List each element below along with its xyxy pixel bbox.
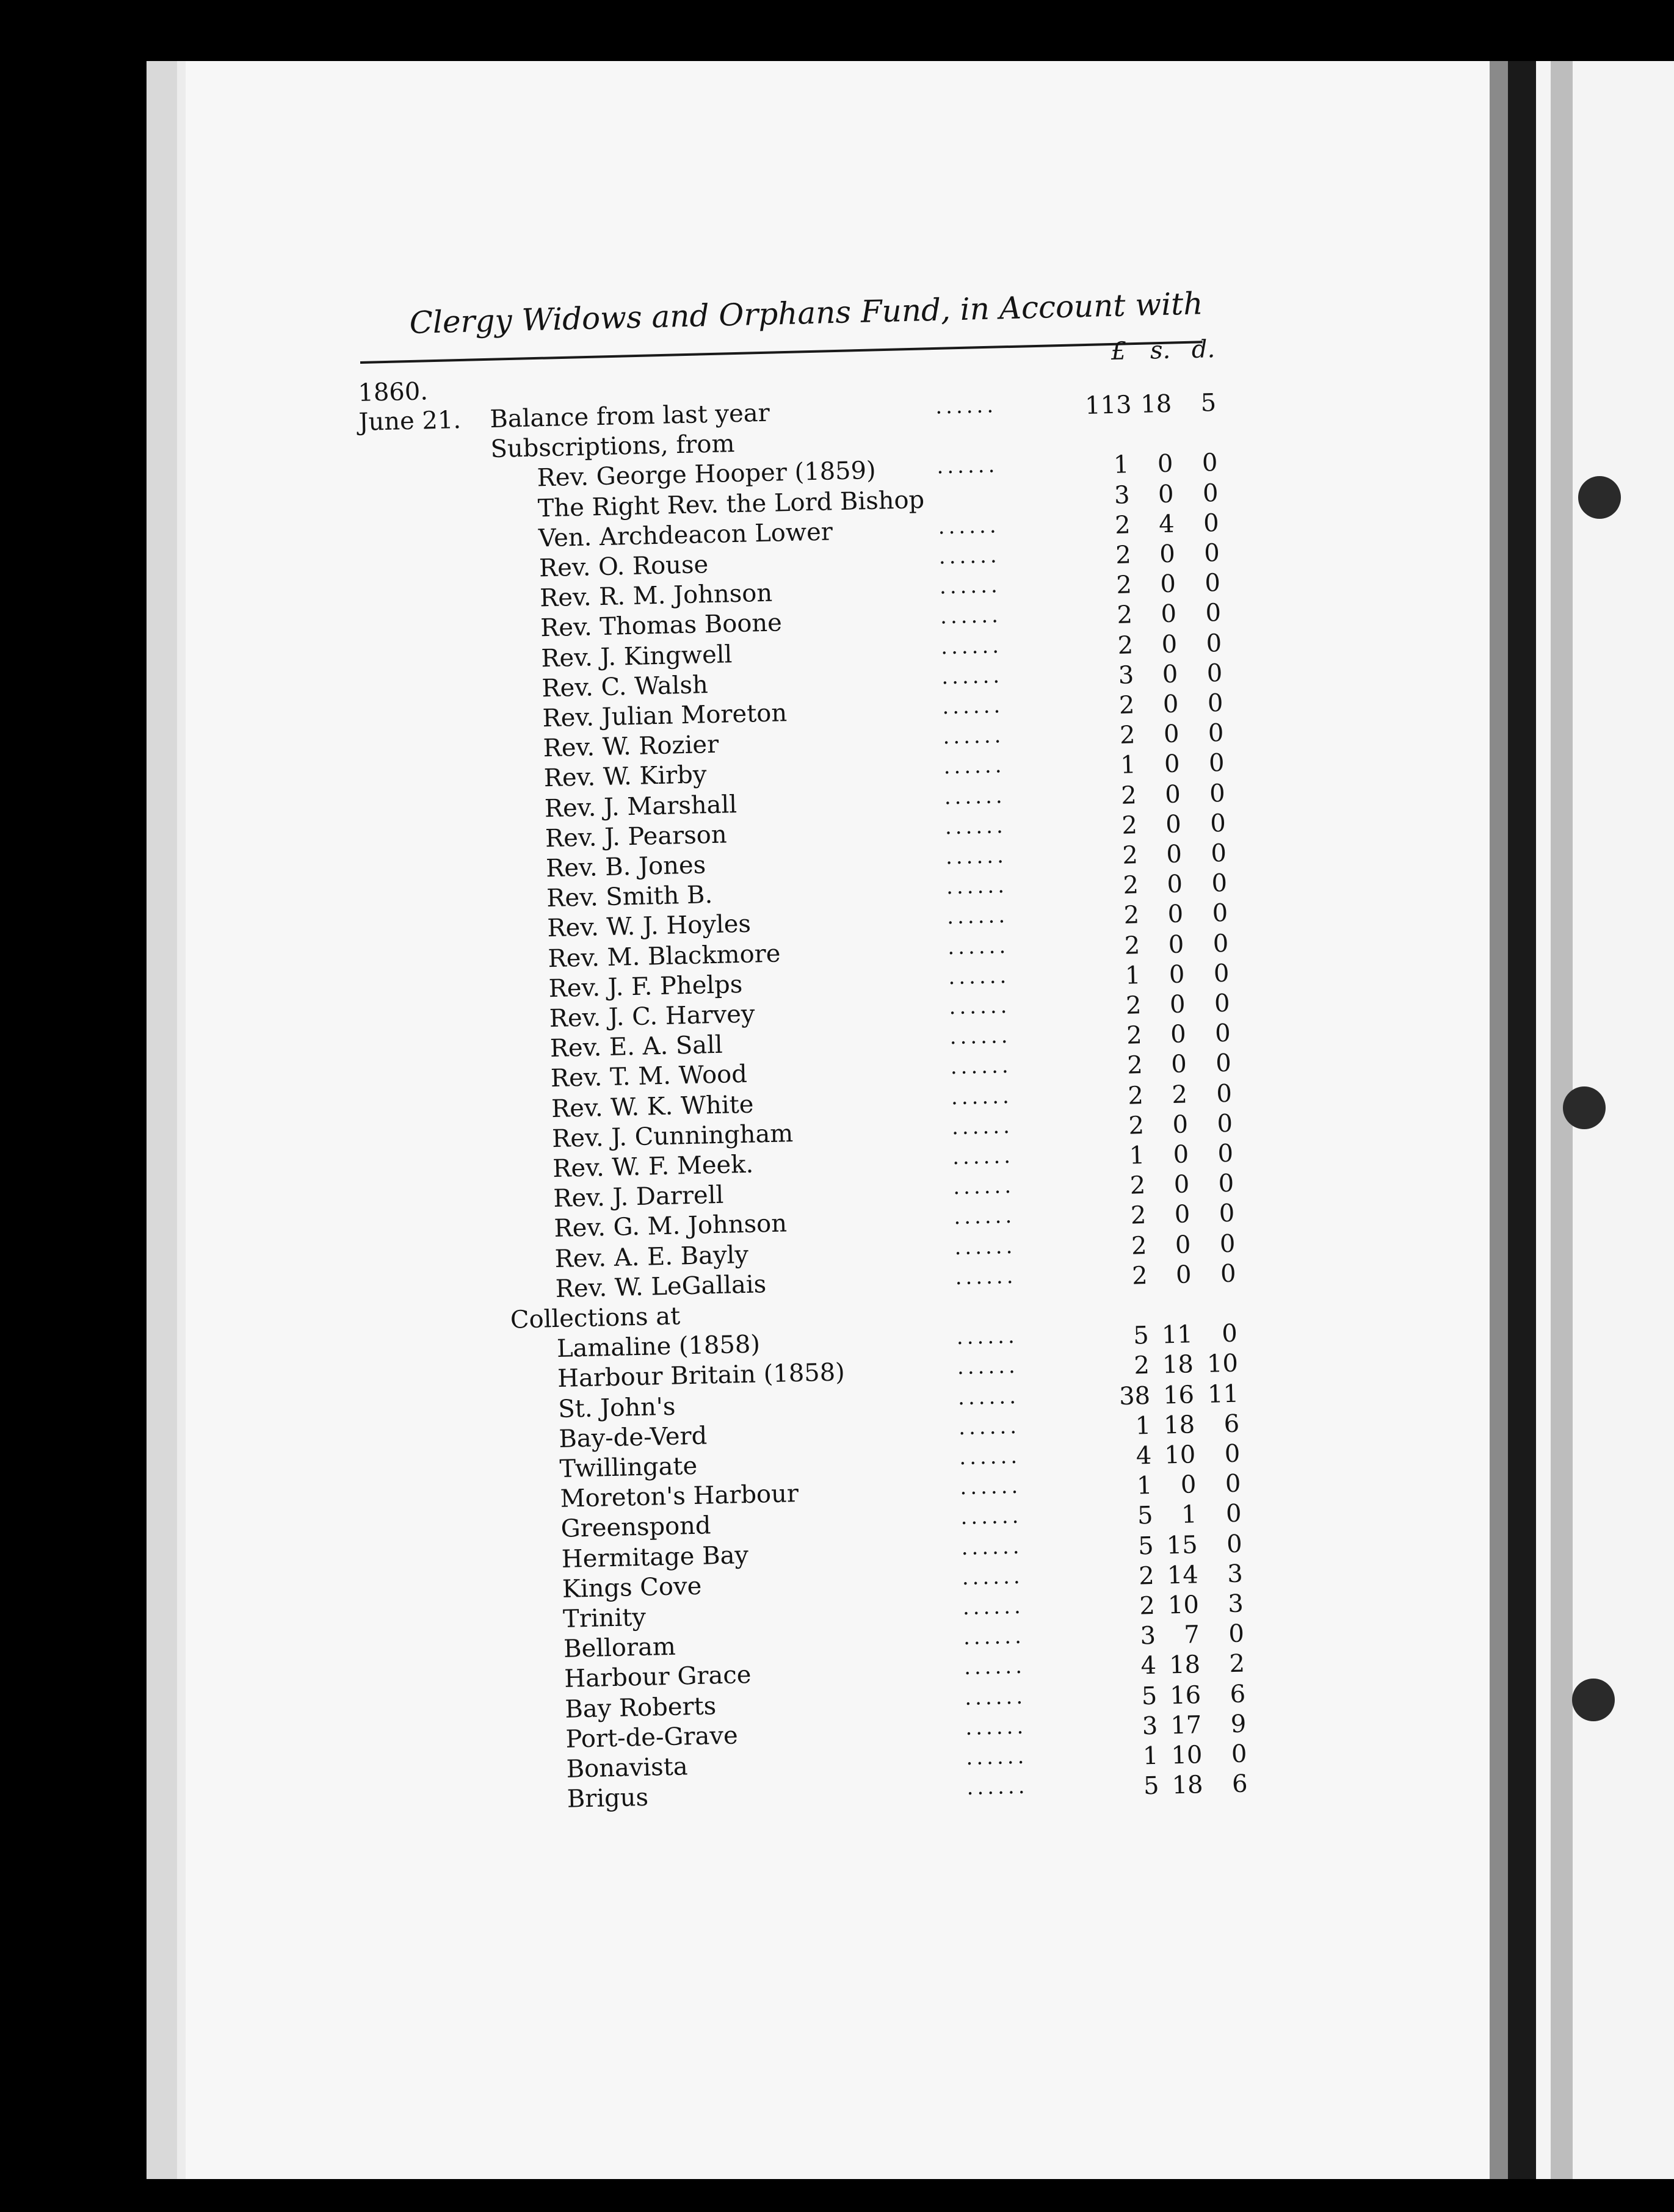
shillings-amount: 18 — [1172, 1771, 1204, 1800]
entry-description: Rev. W. LeGallais — [555, 1270, 767, 1303]
pence-amount: 0 — [1204, 569, 1221, 598]
pounds-amount: 2 — [1130, 1201, 1147, 1231]
dot-leader: ...... — [961, 1534, 1023, 1560]
pounds-amount: 38 — [1118, 1381, 1151, 1411]
year-label: 1860. — [357, 377, 429, 407]
shillings-amount: 0 — [1165, 840, 1183, 869]
pence-amount: 6 — [1230, 1680, 1246, 1708]
shillings-amount: 0 — [1175, 1260, 1192, 1289]
entry-description: Moreton's Harbour — [560, 1480, 799, 1514]
shillings-amount: 0 — [1170, 1050, 1187, 1079]
shillings-amount: 18 — [1140, 389, 1172, 419]
pounds-amount: 4 — [1136, 1441, 1152, 1470]
pence-amount: 11 — [1207, 1379, 1239, 1409]
pence-amount: 0 — [1218, 1169, 1234, 1198]
shillings-amount: 0 — [1167, 900, 1184, 929]
entry-description: Rev. O. Rouse — [538, 551, 709, 583]
dot-leader: ...... — [964, 1684, 1027, 1710]
entry-description: Ven. Archdeacon Lower — [538, 518, 833, 553]
shillings-amount: 0 — [1172, 1110, 1189, 1139]
shillings-amount: 0 — [1165, 810, 1182, 839]
pence-amount: 6 — [1231, 1769, 1248, 1799]
entry-description: Port-de-Grave — [565, 1721, 739, 1754]
dot-leader: ...... — [944, 813, 1007, 840]
entry-description: Rev. W. Kirby — [543, 761, 707, 793]
pounds-amount: 3 — [1142, 1711, 1158, 1741]
pounds-amount: 4 — [1140, 1652, 1157, 1680]
pounds-amount: 2 — [1139, 1591, 1156, 1621]
pence-amount: 0 — [1215, 1049, 1232, 1078]
shillings-column-header: s. — [1150, 336, 1171, 365]
dot-leader: ...... — [962, 1594, 1025, 1621]
dot-leader: ...... — [947, 933, 1010, 960]
dot-leader: ...... — [935, 393, 998, 419]
pence-amount: 0 — [1228, 1619, 1245, 1649]
dot-leader: ...... — [956, 1324, 1019, 1350]
shillings-amount: 0 — [1164, 780, 1181, 809]
entry-description: Rev. J. Cunningham — [551, 1119, 794, 1153]
entry-description: Rev. J. Marshall — [544, 790, 737, 823]
entry-description: Rev. C. Walsh — [541, 670, 709, 703]
pence-amount: 10 — [1206, 1350, 1239, 1379]
dot-leader: ...... — [936, 453, 999, 479]
pence-amount: 5 — [1200, 389, 1217, 417]
dot-leader: ...... — [953, 1204, 1016, 1230]
entry-description: Kings Cove — [562, 1572, 702, 1603]
pounds-amount: 2 — [1133, 1351, 1150, 1380]
dot-leader: ...... — [938, 513, 1000, 540]
shillings-amount: 0 — [1175, 1230, 1191, 1259]
dot-leader: ...... — [952, 1143, 1015, 1170]
pounds-amount: 2 — [1115, 571, 1132, 600]
dot-leader: ...... — [965, 1744, 1028, 1770]
pence-amount: 0 — [1214, 989, 1231, 1018]
shillings-amount: 0 — [1164, 750, 1181, 779]
pounds-amount: 1 — [1125, 961, 1141, 990]
pounds-amount: 1 — [1120, 751, 1137, 780]
pence-amount: 0 — [1214, 1019, 1231, 1048]
entry-description: Rev. G. M. Johnson — [554, 1209, 788, 1243]
shillings-amount: 0 — [1170, 1020, 1187, 1049]
entry-description: The Right Rev. the Lord Bishop — [537, 485, 925, 522]
pounds-amount: 2 — [1117, 631, 1134, 660]
pounds-amount: 2 — [1123, 871, 1139, 900]
entry-description: Bay-de-Verd — [558, 1422, 708, 1453]
pence-amount: 0 — [1212, 899, 1228, 928]
dot-leader: ...... — [949, 993, 1011, 1020]
entry-description: Rev. J. F. Phelps — [548, 970, 743, 1003]
pence-amount: 0 — [1213, 959, 1230, 988]
dot-leader: ...... — [940, 603, 1002, 629]
page-edge-highlight — [177, 61, 186, 2179]
pounds-amount: 1 — [1135, 1411, 1151, 1440]
pounds-amount: 2 — [1120, 781, 1137, 810]
shillings-amount: 0 — [1158, 480, 1175, 508]
pence-amount: 0 — [1207, 689, 1223, 718]
dot-leader: ...... — [963, 1654, 1026, 1680]
page-heading: Clergy Widows and Orphans Fund, in Account with — [409, 286, 1204, 341]
pounds-amount: 2 — [1131, 1231, 1147, 1260]
dot-leader: ...... — [960, 1504, 1023, 1530]
dot-leader: ...... — [940, 633, 1003, 660]
pounds-amount: 2 — [1125, 991, 1142, 1020]
pounds-amount: 113 — [1084, 391, 1132, 420]
pounds-amount: 2 — [1121, 841, 1139, 870]
dot-leader: ...... — [962, 1564, 1024, 1590]
binding-clip-icon — [1572, 1679, 1615, 1721]
pounds-amount: 2 — [1115, 541, 1132, 569]
entry-description: Rev. George Hooper (1859) — [537, 457, 877, 493]
binding-shadow — [1490, 61, 1508, 2179]
pence-amount: 0 — [1211, 869, 1228, 898]
shillings-amount: 4 — [1158, 510, 1175, 539]
pence-amount: 0 — [1217, 1109, 1233, 1138]
dot-leader: ...... — [946, 903, 1009, 930]
pence-amount: 6 — [1223, 1409, 1240, 1439]
dot-leader: ...... — [948, 963, 1010, 990]
shillings-amount: 0 — [1162, 690, 1179, 719]
dot-leader: ...... — [952, 1174, 1015, 1200]
pence-amount: 0 — [1225, 1500, 1242, 1528]
pence-amount: 0 — [1212, 929, 1229, 958]
pounds-amount: 2 — [1131, 1261, 1148, 1290]
dot-leader: ...... — [949, 1024, 1012, 1050]
dot-leader: ...... — [959, 1473, 1022, 1500]
pounds-amount: 2 — [1126, 1051, 1143, 1080]
pounds-amount: 1 — [1129, 1141, 1145, 1170]
dot-leader: ...... — [966, 1774, 1029, 1801]
entry-description: Subscriptions, from — [490, 430, 735, 464]
entry-description: Rev. B. Jones — [545, 851, 706, 883]
entry-description: Rev. R. M. Johnson — [539, 579, 773, 613]
pounds-amount: 2 — [1127, 1081, 1144, 1110]
pounds-amount: 1 — [1136, 1472, 1153, 1500]
pence-amount: 0 — [1231, 1740, 1247, 1769]
pence-column-header: d. — [1191, 335, 1216, 364]
pence-amount: 0 — [1220, 1259, 1237, 1289]
pence-amount: 0 — [1226, 1530, 1243, 1558]
pence-amount: 0 — [1202, 479, 1219, 508]
pence-amount: 0 — [1216, 1079, 1233, 1108]
pounds-amount: 2 — [1129, 1171, 1146, 1200]
entry-description: Rev. W. F. Meek. — [552, 1150, 754, 1184]
entry-description: Rev. Julian Moreton — [542, 699, 788, 733]
entry-description: Rev. Smith B. — [546, 881, 713, 913]
dot-leader: ...... — [958, 1414, 1021, 1440]
pounds-amount: 3 — [1118, 661, 1134, 690]
shillings-amount: 16 — [1162, 1380, 1195, 1410]
shillings-amount: 15 — [1166, 1530, 1198, 1560]
pounds-amount: 2 — [1123, 901, 1140, 930]
shillings-amount: 1 — [1181, 1500, 1198, 1530]
pence-amount: 2 — [1229, 1649, 1245, 1679]
dot-leader: ...... — [944, 783, 1007, 809]
pence-amount: 0 — [1221, 1319, 1238, 1348]
pence-amount: 0 — [1209, 809, 1227, 838]
shillings-amount: 0 — [1157, 450, 1173, 479]
entry-description: Rev. M. Blackmore — [548, 939, 781, 973]
dot-leader: ...... — [958, 1444, 1021, 1470]
pence-amount: 0 — [1210, 839, 1227, 868]
entry-description: Brigus — [567, 1783, 649, 1813]
pence-amount: 0 — [1219, 1229, 1236, 1258]
shillings-amount: 10 — [1164, 1440, 1196, 1470]
entry-description: Rev. T. M. Wood — [550, 1060, 748, 1093]
shillings-amount: 0 — [1159, 540, 1176, 569]
pence-amount: 0 — [1217, 1139, 1234, 1168]
shillings-amount: 0 — [1180, 1470, 1197, 1500]
shillings-amount: 11 — [1161, 1320, 1194, 1350]
dot-leader: ...... — [957, 1384, 1020, 1410]
dot-leader: ...... — [943, 753, 1005, 779]
entry-description: Harbour Britain (1858) — [557, 1358, 846, 1393]
pence-amount: 3 — [1227, 1560, 1244, 1588]
shillings-amount: 0 — [1163, 720, 1179, 749]
pounds-amount: 2 — [1126, 1021, 1143, 1050]
shillings-amount: 0 — [1167, 870, 1183, 899]
shillings-amount: 0 — [1173, 1170, 1190, 1199]
pence-amount: 0 — [1208, 749, 1225, 778]
shillings-amount: 0 — [1161, 600, 1177, 629]
entry-description: Bonavista — [566, 1752, 689, 1784]
pounds-amount: 2 — [1118, 691, 1135, 720]
pence-amount: 0 — [1203, 539, 1220, 568]
entry-description: Rev. Thomas Boone — [540, 609, 783, 643]
pounds-amount: 1 — [1113, 450, 1129, 480]
shillings-amount: 0 — [1169, 960, 1185, 989]
page-edge-shadow — [147, 61, 177, 2179]
entry-description: Balance from last year — [489, 399, 770, 434]
entry-description: St. John's — [557, 1392, 676, 1423]
dot-leader: ...... — [938, 543, 1001, 569]
dot-leader: ...... — [950, 1054, 1013, 1080]
entry-description: Greenspond — [560, 1511, 711, 1544]
dot-leader: ...... — [957, 1354, 1020, 1380]
entry-description: Twillingate — [559, 1451, 698, 1483]
dot-leader: ...... — [941, 663, 1004, 690]
dot-leader: ...... — [939, 573, 1002, 599]
dot-leader: ...... — [951, 1083, 1013, 1110]
entry-description: Rev. W. Rozier — [543, 730, 719, 763]
dot-leader: ...... — [965, 1714, 1027, 1740]
pounds-amount: 1 — [1142, 1741, 1159, 1771]
pence-amount: 0 — [1224, 1439, 1241, 1469]
shillings-amount: 18 — [1163, 1411, 1195, 1440]
pounds-amount: 3 — [1140, 1622, 1156, 1650]
shillings-amount: 18 — [1169, 1650, 1201, 1680]
shillings-amount: 0 — [1168, 930, 1184, 959]
shillings-amount: 18 — [1162, 1350, 1194, 1379]
pence-amount: 0 — [1219, 1199, 1235, 1228]
shillings-amount: 0 — [1162, 660, 1178, 689]
shillings-amount: 0 — [1173, 1140, 1189, 1169]
shillings-amount: 0 — [1174, 1200, 1190, 1229]
entry-description: Rev. J. Kingwell — [540, 640, 733, 673]
dot-leader: ...... — [955, 1263, 1017, 1290]
dot-leader: ...... — [951, 1113, 1014, 1140]
pence-amount: 0 — [1205, 599, 1222, 627]
shillings-amount: 7 — [1183, 1621, 1200, 1649]
shillings-amount: 0 — [1169, 990, 1186, 1019]
pence-amount: 0 — [1208, 719, 1224, 748]
shillings-amount: 14 — [1167, 1561, 1199, 1590]
dot-leader: ...... — [945, 844, 1008, 870]
pence-amount: 0 — [1206, 659, 1223, 688]
pounds-amount: 5 — [1132, 1321, 1150, 1350]
pence-amount: 0 — [1203, 508, 1220, 538]
pence-amount: 0 — [1201, 449, 1218, 478]
entry-description: Bay Roberts — [564, 1691, 717, 1724]
entry-description: Rev. J. C. Harvey — [549, 1000, 755, 1033]
entry-description: Rev. A. E. Bayly — [554, 1240, 749, 1273]
entry-description: Hermitage Bay — [561, 1541, 749, 1574]
shillings-amount: 10 — [1171, 1741, 1203, 1770]
shillings-amount: 0 — [1161, 630, 1178, 659]
entry-description: Rev. E. A. Sall — [549, 1030, 723, 1063]
pounds-amount: 2 — [1128, 1111, 1145, 1140]
pounds-amount: 2 — [1124, 931, 1140, 960]
pounds-amount: 2 — [1138, 1561, 1155, 1591]
entry-description: Rev. W. J. Hoyles — [546, 910, 752, 943]
dot-leader: ...... — [941, 693, 1004, 720]
entry-date: June 21. — [358, 406, 462, 436]
pounds-amount: 5 — [1143, 1771, 1160, 1801]
entry-description: Lamaline (1858) — [556, 1330, 761, 1364]
entry-description: Rev. J. Darrell — [553, 1180, 724, 1213]
binding-clip-icon — [1563, 1086, 1606, 1129]
entry-description: Collections at — [510, 1302, 681, 1334]
dot-leader: ...... — [954, 1234, 1016, 1260]
entry-description: Belloram — [563, 1632, 676, 1664]
pence-amount: 3 — [1227, 1589, 1244, 1619]
pence-amount: 0 — [1206, 629, 1222, 658]
dot-leader: ...... — [963, 1624, 1026, 1650]
shillings-amount: 16 — [1169, 1680, 1201, 1710]
pounds-amount: 3 — [1114, 480, 1131, 510]
pounds-amount: 2 — [1121, 811, 1138, 840]
shillings-amount: 17 — [1170, 1710, 1202, 1740]
pounds-amount: 5 — [1137, 1531, 1154, 1561]
pence-amount: 0 — [1225, 1469, 1241, 1498]
dot-leader: ...... — [946, 873, 1009, 900]
binding-gutter — [1508, 61, 1536, 2179]
entry-description: Harbour Grace — [563, 1661, 752, 1694]
binding-clip-icon — [1578, 476, 1621, 519]
pounds-amount: 5 — [1137, 1502, 1154, 1530]
pounds-amount: 2 — [1117, 601, 1133, 630]
pence-amount: 9 — [1230, 1710, 1247, 1738]
shillings-amount: 10 — [1167, 1591, 1200, 1620]
entry-description: Rev. W. K. White — [551, 1090, 754, 1123]
entry-description: Trinity — [562, 1603, 647, 1633]
shillings-amount: 2 — [1171, 1080, 1188, 1109]
pounds-amount: 5 — [1141, 1682, 1158, 1711]
dot-leader: ...... — [943, 723, 1005, 750]
pounds-amount: 2 — [1119, 721, 1136, 750]
pence-amount: 0 — [1209, 779, 1226, 808]
account-ledger — [357, 333, 1325, 1831]
pounds-amount: 2 — [1114, 511, 1131, 540]
pounds-column-header: £ — [1111, 337, 1127, 366]
shillings-amount: 0 — [1159, 569, 1176, 599]
entry-description: Rev. J. Pearson — [545, 820, 728, 853]
